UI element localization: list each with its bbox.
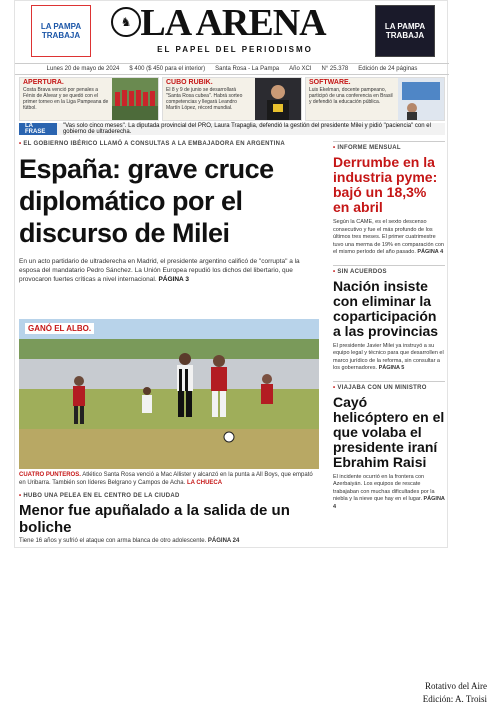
promo-box-text: Costa Brava venció por penales a Fénix de Alvear y se quedó con el primer torneo en la Liga Pampeana de fútbol. xyxy=(23,87,109,111)
caption-lead: CUATRO PUNTEROS. xyxy=(19,472,81,478)
main-story[interactable] xyxy=(19,141,319,284)
right-column xyxy=(333,141,445,519)
team-photo xyxy=(112,78,158,120)
frase-tag: LA FRASE xyxy=(19,123,57,135)
price-text: $ 400 ($ 450 para el interior) xyxy=(129,66,206,72)
edition-text: Edición de 24 páginas xyxy=(358,66,418,72)
column-text xyxy=(333,343,445,373)
dateline-bar xyxy=(15,63,449,75)
credit-line-2: Edición: A. Troisi xyxy=(422,694,487,704)
football-photo[interactable] xyxy=(19,319,319,469)
main-lede-text: En un acto partidario de ultraderecha en Madrid, el presidente argentino calificó de "corrupta" a la esposa del mandatario Pedro Sánchez. La Unión Europea repudió los dichos del libertario, que provocaron fuertes críticas a nivel internacional. xyxy=(19,258,300,283)
credit-line-1: Rotativo del Aire xyxy=(425,681,487,691)
column-headline[interactable]: Nación insiste con eliminar la coparticipación a las provincias xyxy=(333,277,439,339)
column-kicker: • VIAJABA CON UN MINISTRO xyxy=(333,385,445,391)
newspaper-title: LA ARENA xyxy=(140,2,326,44)
secondary-kicker: • HUBO UNA PELEA EN EL CENTRO DE LA CIUDAD xyxy=(19,493,319,499)
main-kicker: • EL GOBIERNO IBÉRICO LLAMÓ A CONSULTAS A LA EMBAJADORA EN ARGENTINA xyxy=(19,141,319,147)
secondary-text-body: Tiene 16 años y sufrió el ataque con arma blanca de otro adolescente. xyxy=(19,538,207,544)
tagline: EL PAPEL DEL PERIODISMO xyxy=(157,45,313,54)
promo-badge-right[interactable]: LA PAMPA TRABAJA xyxy=(375,5,435,57)
column-headline[interactable]: Cayó helicóptero en el que volaba el presidente iraní Ebrahim Raisi xyxy=(333,393,445,470)
football-match-image xyxy=(19,319,319,469)
horse-logo-icon: ♞ xyxy=(111,7,141,37)
column-text xyxy=(333,474,445,512)
column-page: PÁGINA 5 xyxy=(378,365,405,371)
caption-text: Atlético Santa Rosa venció a Mac Allister y alcanzó en la punta a All Boys, que empató en Uribarra. También son líderes Belgrano y Campos de Acha. xyxy=(19,472,313,486)
column-page: PÁGINA 4 xyxy=(417,249,444,255)
main-lede xyxy=(19,257,319,284)
main-headline[interactable]: España: grave cruce diplomático por el discurso de Milei xyxy=(19,154,274,248)
column-story[interactable] xyxy=(333,265,445,373)
column-kicker: • INFORME MENSUAL xyxy=(333,145,445,151)
column-headline[interactable]: Derrumbe en la industria pyme: bajó un 18,3% en abril xyxy=(333,154,438,215)
conference-photo xyxy=(398,78,444,120)
date-text: Lunes 20 de mayo de 2024 xyxy=(46,66,120,72)
caption-tail: LA CHUECA xyxy=(186,480,223,486)
promo-box-title: CUBO RUBIK. xyxy=(166,79,213,86)
main-lede-page: PÁGINA 3 xyxy=(158,276,189,283)
column-text xyxy=(333,219,445,257)
frase-text: "Vas solo cinco meses". La diputada provincial del PRO, Laura Trapaglia, defendió la gestión del presidente Milei y pidió "paciencia" con el gobierno de ultraderecha. xyxy=(62,123,431,135)
promo-box-text: El 8 y 9 de junio se desarrollará "Santa Rosa cubea". Habrá sorteo competencias y llegará Leandro Martín López, récord mundial. xyxy=(166,87,243,111)
issue-number: N° 25.378 xyxy=(321,66,349,72)
promo-box-apertura[interactable] xyxy=(19,77,159,121)
credit-block xyxy=(423,680,487,706)
secondary-story[interactable] xyxy=(19,493,319,544)
promo-box-software[interactable] xyxy=(305,77,445,121)
promo-box-cubo-rubik[interactable] xyxy=(162,77,302,121)
city-text: Santa Rosa - La Pampa xyxy=(215,66,280,72)
photo-label: GANÓ EL ALBO. xyxy=(25,323,94,334)
column-text-body: El incidente ocurrió en la frontera con Azerbaiyán. Los equipos de rescate trabajaban con muchas dificultades por la niebla y la nieve que hay en el lugar. xyxy=(333,473,435,502)
column-kicker: • SIN ACUERDOS xyxy=(333,269,445,275)
rubik-photo xyxy=(255,78,301,120)
year-text: Año XCI xyxy=(289,66,312,72)
promo-boxes xyxy=(19,77,445,121)
column-story[interactable] xyxy=(333,381,445,512)
newspaper-front-page xyxy=(14,0,448,548)
frase-bar xyxy=(19,123,445,135)
column-page: PÁGINA 4 xyxy=(333,496,445,510)
masthead xyxy=(15,1,449,61)
photo-caption xyxy=(19,471,319,487)
secondary-headline[interactable]: Menor fue apuñalado a la salida de un boliche xyxy=(19,502,290,536)
column-text-body: Según la CAME, es el sexto descenso consecutivo y fue el más profundo de los últimos tres meses. El primer cuatrimestre tuvo una merma de 19% en comparación con el mismo período del año pasado. xyxy=(333,219,444,255)
promo-box-text: Luis Ekelman, docente pampeano, participó de una conferencia en Brasil y defendió la educación pública. xyxy=(309,87,393,105)
column-text-body: El presidente Javier Milei ya instruyó a su equipo legal y técnico para que desarrollen el marco jurídico de la reforma, sin consultar a los gobernadores. xyxy=(333,342,444,371)
promo-box-title: APERTURA. xyxy=(23,79,64,86)
column-story[interactable] xyxy=(333,141,445,257)
promo-box-title: SOFTWARE. xyxy=(309,79,351,86)
secondary-page: PÁGINA 24 xyxy=(207,538,240,544)
promo-badge-left[interactable]: LA PAMPA TRABAJA xyxy=(31,5,91,57)
secondary-text xyxy=(19,538,319,544)
